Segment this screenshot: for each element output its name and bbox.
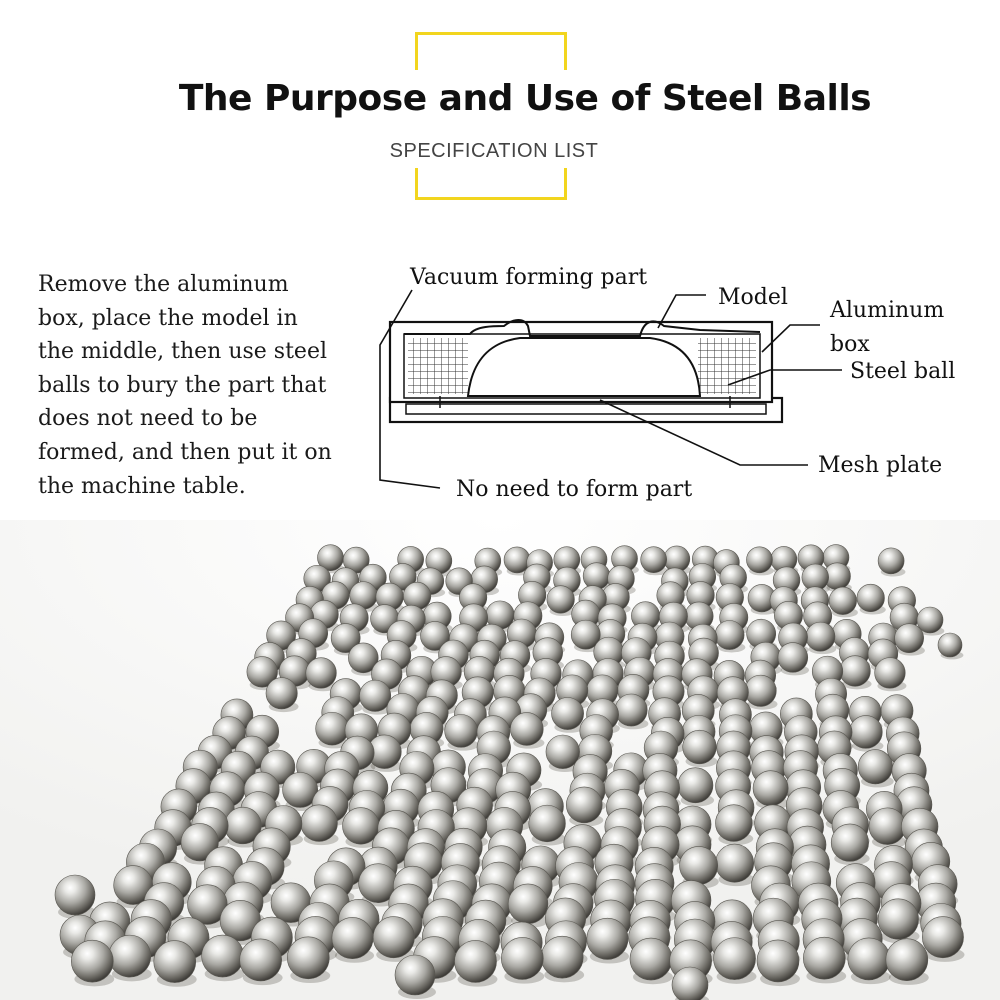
steel-ball	[508, 884, 548, 924]
steel-ball	[849, 716, 882, 749]
label-no-need-to-form: No need to form part	[456, 477, 693, 502]
steel-ball	[831, 824, 868, 861]
steel-ball	[829, 587, 857, 615]
steel-ball	[715, 805, 752, 842]
steel-ball-fill-right	[698, 338, 756, 394]
steel-ball	[878, 899, 918, 939]
steel-ball	[745, 675, 776, 706]
steel-ball	[109, 935, 151, 977]
steel-ball	[301, 805, 338, 842]
steel-ball	[615, 694, 647, 726]
steel-ball-fill-left	[408, 338, 468, 394]
steel-ball	[641, 547, 667, 573]
steel-ball	[753, 771, 788, 806]
steel-ball	[678, 768, 713, 803]
description-line: the middle, then use steel	[38, 339, 327, 365]
page-subtitle: SPECIFICATION LIST	[389, 140, 599, 162]
description-line: does not need to be	[38, 406, 258, 432]
label-model: Model	[718, 285, 788, 310]
steel-ball	[840, 656, 871, 687]
description-line: formed, and then put it on	[38, 439, 332, 465]
steel-ball	[869, 808, 906, 845]
description-line: balls to bury the part that	[38, 372, 327, 398]
steel-ball	[359, 680, 390, 711]
steel-ball	[287, 937, 329, 979]
steel-ball	[529, 805, 566, 842]
steel-ball	[895, 624, 924, 653]
steel-ball	[875, 658, 906, 689]
steel-ball	[778, 643, 808, 673]
description-line: box, place the model in	[38, 305, 298, 331]
steel-ball	[266, 678, 297, 709]
steel-ball	[154, 941, 196, 983]
label-aluminum-box-line2: box	[830, 332, 870, 357]
steel-ball	[316, 712, 349, 745]
steel-ball	[552, 698, 584, 730]
description-line: the machine table.	[38, 473, 246, 499]
steel-ball	[683, 730, 717, 764]
steel-ball	[716, 844, 754, 882]
steel-ball	[757, 940, 799, 982]
steel-ball	[672, 967, 708, 1000]
steel-ball	[332, 917, 373, 958]
steel-ball	[917, 607, 943, 633]
steel-ball	[566, 787, 602, 823]
steel-ball	[455, 940, 497, 982]
steel-ball	[938, 633, 962, 657]
steel-ball	[541, 936, 583, 978]
steel-ball	[202, 935, 244, 977]
steel-ball	[922, 917, 963, 958]
steel-balls-photo	[0, 520, 1000, 1000]
steel-ball	[510, 713, 543, 746]
steel-ball	[55, 875, 95, 915]
steel-ball	[306, 658, 337, 689]
steel-ball	[857, 584, 885, 612]
steel-ball	[858, 750, 892, 784]
steel-ball	[547, 586, 575, 614]
steel-ball	[240, 939, 282, 981]
steel-ball	[583, 563, 610, 590]
title-bracket-top	[415, 32, 567, 70]
steel-ball	[445, 715, 478, 748]
model-shape	[468, 338, 700, 396]
steel-ball	[546, 735, 580, 769]
steel-ball	[806, 622, 835, 651]
steel-ball	[373, 917, 414, 958]
steel-ball	[878, 548, 904, 574]
vacuum-forming-diagram	[370, 250, 990, 520]
label-aluminum-box: Aluminum	[830, 298, 945, 323]
steel-ball	[587, 918, 628, 959]
label-steel-ball: Steel ball	[850, 359, 956, 384]
label-vacuum-forming-part: Vacuum forming part	[410, 265, 648, 290]
steel-ball	[715, 620, 744, 649]
steel-ball	[680, 846, 718, 884]
steel-ball	[886, 939, 928, 981]
steel-ball	[71, 940, 113, 982]
description-line: Remove the aluminum	[38, 272, 289, 297]
title-bracket-bottom	[415, 168, 567, 200]
description-paragraph	[38, 268, 378, 503]
steel-ball	[746, 547, 772, 573]
steel-ball	[630, 938, 672, 980]
page-title: The Purpose and Use of Steel Balls	[178, 78, 872, 119]
steel-ball	[848, 938, 890, 980]
steel-ball	[714, 938, 756, 980]
steel-ball	[395, 955, 435, 995]
steel-ball	[501, 937, 543, 979]
label-mesh-plate: Mesh plate	[818, 453, 943, 478]
steel-ball	[803, 937, 845, 979]
